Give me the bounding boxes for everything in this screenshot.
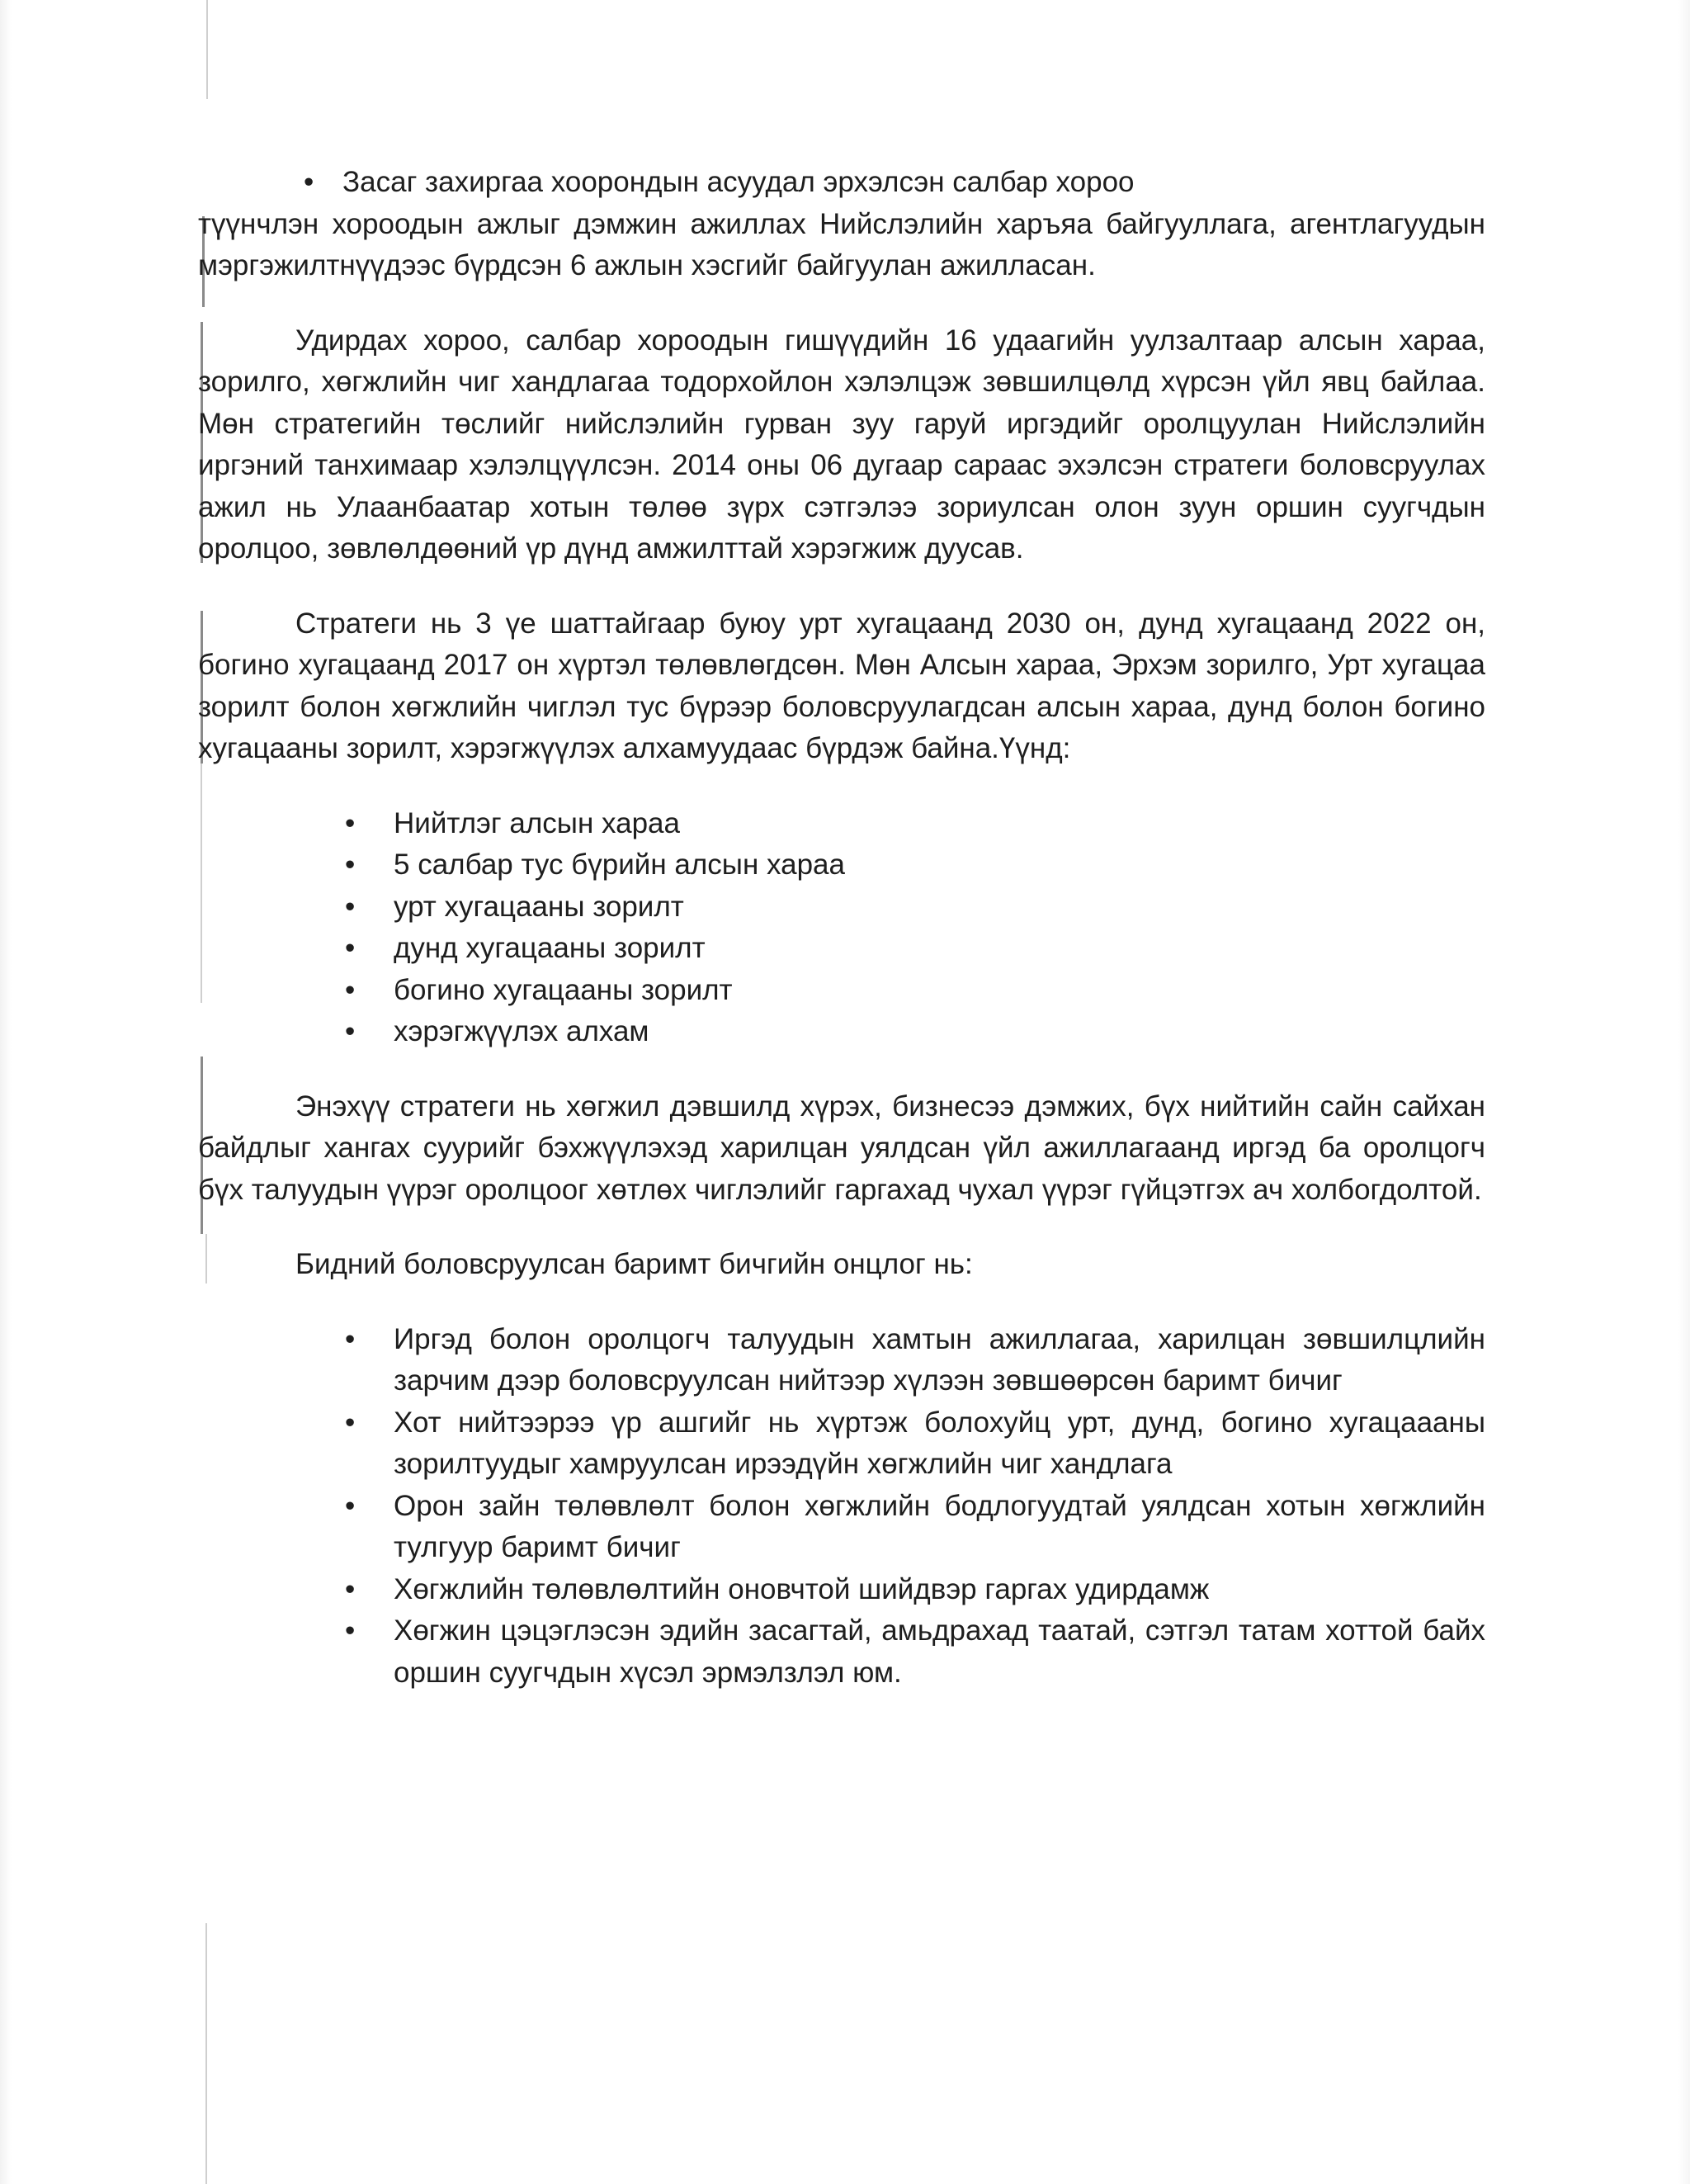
bullet-icon: • [304, 166, 314, 198]
bullet-icon: • [345, 1406, 356, 1439]
bullet-icon: • [345, 1614, 356, 1647]
list-item-text: дунд хугацааны зорилт [394, 932, 706, 964]
list-item-text: 5 салбар тус бүрийн алсын хараа [394, 849, 845, 881]
paragraph: Энэхүү стратеги нь хөгжил дэвшилд хүрэх, бизнесээ дэмжих, бүх нийтийн сайн сайхан байдлыг хангах суурийг бэхжүүлэхэд харилцан уялдсан үйл ажиллагаанд иргэд ба оролцогч бүх талуудын үүрэг оролцоог хөтлөх чиглэлийг гаргахад чухал үүрэг гүйцэтгэх ач холбогдолтой. [198, 1090, 1485, 1206]
list-item-text: Хот нийтээрээ үр ашгийг нь хүртэж болохуйц урт, дунд, богино хугацаааны зорилтуудыг хамруулсан ирээдүйн хөгжлийн чиг хандлага [394, 1406, 1485, 1480]
list-item-text: урт хугацааны зорилт [394, 890, 684, 923]
list-item [198, 844, 1485, 886]
bullet-icon: • [345, 1322, 356, 1355]
bullet-icon: • [345, 1572, 356, 1605]
paragraph-gap [198, 570, 1485, 603]
list-item-text: Хөгжлийн төлөвлөлтийн оновчтой шийдвэр гаргах удирдамж [394, 1572, 1210, 1605]
list-item-text: Хөгжин цэцэглэсэн эдийн засагтай, амьдрахад таатай, сэтгэл татам хоттой байх оршин суугчдын хүсэл эрмэлзлэл юм. [394, 1614, 1485, 1689]
list-item [198, 803, 1485, 845]
list-item-text: Нийтлэг алсын хараа [394, 806, 680, 839]
list-item [198, 1402, 1485, 1486]
paragraph-gap [198, 770, 1485, 803]
list-item [198, 928, 1485, 970]
scan-artifact-line [205, 1923, 207, 2184]
list-item [198, 970, 1485, 1012]
bullet-icon: • [345, 890, 356, 923]
list-item [198, 1319, 1485, 1402]
list-item-text: хэрэгжүүлэх алхам [394, 1015, 649, 1047]
paragraph: Удирдах хороо, салбар хороодын гишүүдийн 16 удаагийн уулзалтаар алсын хараа, зорилго, хөгжлийн чиг хандлагаа тодорхойлон хэлэлцэж зөвшилцөлд хүрсэн үйл явц байлаа. Мөн стратегийн төслийг нийслэлийн гурван зуу гаруй иргэдийг оролцуулан Нийслэлийн иргэний танхимаар хэлэлцүүлсэн. 2014 оны 06 дугаар сараас эхэлсэн стратеги боловсруулах ажил нь Улаанбаатар хотын төлөө зүрх сэтгэлээ зориулсан олон зуун оршин суугчдын оролцоо, зөвлөлдөөний үр дүнд амжилттай хэрэгжиж дуусав. [198, 324, 1485, 565]
list-item [198, 1610, 1485, 1694]
paragraph: Стратеги нь 3 үе шаттайгаар буюу урт хугацаанд 2030 он, дунд хугацаанд 2022 он, богино хугацаанд 2017 он хүртэл төлөвлөгдсөн. Мөн Алсын хараа, Эрхэм зорилго, Урт хугацаа зорилт болон хөгжлийн чиглэл тус бүрээр боловсруулагдсан алсын хараа, дунд болон богино хугацааны зорилт, хэрэгжүүлэх алхамуудаас бүрдэж байна.Үүнд: [198, 607, 1485, 764]
list-item [198, 886, 1485, 929]
list-item [198, 1569, 1485, 1611]
bullet-icon: • [345, 932, 356, 964]
list-item-text: Орон зайн төлөвлөлт болон хөгжлийн бодлогуудтай уялдсан хотын хөгжлийн тулгуур баримт бичиг [394, 1489, 1485, 1563]
paragraph: Бидний боловсруулсан баримт бичгийн онцлог нь: [295, 1248, 973, 1280]
list-item [198, 1011, 1485, 1053]
paragraph-gap [198, 1211, 1485, 1244]
scan-edge-right [1678, 0, 1690, 2184]
bullet-icon: • [345, 849, 356, 881]
components-list [198, 803, 1485, 1053]
bullet-icon: • [345, 1015, 356, 1047]
top-bullet-item [198, 162, 1485, 204]
bullet-icon: • [345, 973, 356, 1006]
list-item-text: Иргэд болон оролцогч талуудын хамтын ажиллагаа, харилцан зөвшилцлийн зарчим дээр боловсруулсан нийтээр хүлээн зөвшөөрсөн баримт бичиг [394, 1322, 1485, 1397]
paragraph-gap [198, 1053, 1485, 1086]
document-body [198, 162, 1485, 1694]
bullet-icon: • [345, 806, 356, 839]
features-list [198, 1319, 1485, 1695]
bullet-icon: • [345, 1489, 356, 1522]
list-item-text: богино хугацааны зорилт [394, 973, 733, 1006]
paragraph: түүнчлэн хороодын ажлыг дэмжин ажиллах Нийслэлийн харъяа байгууллага, агентлагуудын мэргэжилтнүүдээс бүрдсэн 6 ажлын хэсгийг байгуулан ажилласан. [198, 207, 1485, 281]
paragraph-gap [198, 287, 1485, 320]
scan-artifact-line [206, 0, 208, 99]
list-item [198, 1486, 1485, 1569]
scan-edge-left [0, 0, 12, 2184]
paragraph-gap [198, 1286, 1485, 1319]
top-bullet-text: Засаг захиргаа хоорондын асуудал эрхэлсэн салбар хороо [342, 166, 1135, 198]
